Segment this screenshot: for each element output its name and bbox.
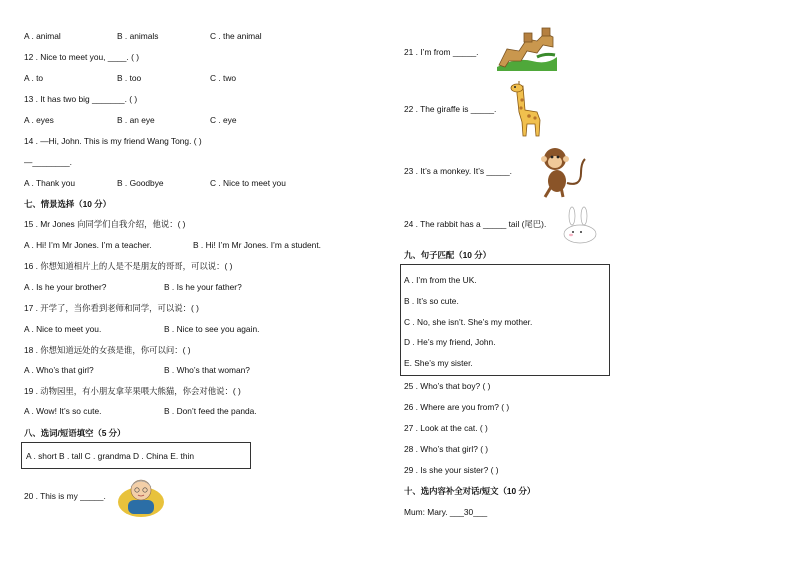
- q28-stem: 28 . Who’s that girl? ( ): [404, 444, 489, 454]
- q14-option-c: C . Nice to meet you: [210, 178, 286, 188]
- q11-option-c: C . the animal: [210, 31, 262, 41]
- section-8-heading: 八、选词/短语填空（5 分）: [24, 428, 126, 438]
- q14-answer-blank: —________.: [24, 157, 72, 167]
- grandma-picture: [116, 474, 166, 518]
- q18-option-a: A . Who’s that girl?: [24, 365, 94, 375]
- q22-stem: 22 . The giraffe is _____.: [404, 104, 497, 114]
- monkey-picture: [537, 143, 587, 201]
- q12-option-a: A . to: [24, 73, 44, 83]
- q13-option-a: A . eyes: [24, 115, 54, 125]
- q15-option-b: B . Hi! I’m Mr Jones. I’m a student.: [193, 240, 321, 250]
- match-option-a: A . I’m from the UK.: [404, 275, 477, 285]
- q15-option-a: A . Hi! I’m Mr Jones. I’m a teacher.: [24, 240, 152, 250]
- q26-stem: 26 . Where are you from? ( ): [404, 402, 510, 412]
- q12-option-b: B . too: [117, 73, 142, 83]
- q11-option-a: A . animal: [24, 31, 61, 41]
- q19-stem: 19 . 动物园里，有小朋友拿苹果喂大熊猫，你会对他说：( ): [24, 386, 241, 396]
- q25-stem: 25 . Who’s that boy? ( ): [404, 381, 491, 391]
- q27-stem: 27 . Look at the cat. ( ): [404, 423, 488, 433]
- q20-stem: 20 . This is my _____.: [24, 491, 106, 501]
- giraffe-picture: [507, 80, 547, 138]
- q13-option-b: B . an eye: [117, 115, 155, 125]
- q18-option-b: B . Who’s that woman?: [164, 365, 250, 375]
- q16-stem: 16 . 你想知道相片上的人是不是朋友的哥哥，可以说：( ): [24, 261, 233, 271]
- word-bank-text: A . short B . tall C . grandma D . China E. thin: [26, 451, 195, 461]
- match-option-c: C . No, she isn’t. She’s my mother.: [404, 317, 533, 327]
- word-bank-box: [21, 442, 251, 469]
- q21-stem: 21 . I’m from _____.: [404, 47, 479, 57]
- q16-option-b: B . Is he your father?: [164, 282, 242, 292]
- matching-options-box: [400, 264, 610, 376]
- q16-option-a: A . Is he your brother?: [24, 282, 107, 292]
- great-wall-picture: [497, 27, 557, 71]
- q12-stem: 12 . Nice to meet you, ____. ( ): [24, 52, 139, 62]
- q12-option-c: C . two: [210, 73, 237, 83]
- q14-stem: 14 . —Hi, John. This is my friend Wang Tong. ( ): [24, 136, 202, 146]
- q17-option-b: B . Nice to see you again.: [164, 324, 260, 334]
- q18-stem: 18 . 你想知道远处的女孩是谁，你可以问：( ): [24, 345, 191, 355]
- dialog-line-1: Mum: Mary. ___30___: [404, 507, 488, 517]
- rabbit-picture: [562, 206, 598, 244]
- q11-option-b: B . animals: [117, 31, 159, 41]
- section-7-heading: 七、情景选择（10 分）: [24, 199, 112, 209]
- q14-option-a: A . Thank you: [24, 178, 76, 188]
- q19-option-b: B . Don’t feed the panda.: [164, 406, 257, 416]
- q15-stem: 15 . Mr Jones 向同学们自我介绍，他说：( ): [24, 219, 186, 229]
- q29-stem: 29 . Is she your sister? ( ): [404, 465, 499, 475]
- section-10-heading: 十、选内容补全对话/短文（10 分）: [404, 486, 536, 496]
- match-option-b: B . It’s so cute.: [404, 296, 459, 306]
- q24-stem: 24 . The rabbit has a _____ tail (尾巴).: [404, 219, 547, 229]
- match-option-d: D . He’s my friend, John.: [404, 337, 496, 347]
- q23-stem: 23 . It’s a monkey. It’s _____.: [404, 166, 513, 176]
- q13-option-c: C . eye: [210, 115, 237, 125]
- q17-stem: 17 . 开学了，当你看到老师和同学，可以说：( ): [24, 303, 199, 313]
- section-9-heading: 九、句子匹配（10 分）: [404, 250, 492, 260]
- q17-option-a: A . Nice to meet you.: [24, 324, 102, 334]
- q13-stem: 13 . It has two big _______. ( ): [24, 94, 138, 104]
- match-option-e: E. She’s my sister.: [404, 358, 473, 368]
- q14-option-b: B . Goodbye: [117, 178, 164, 188]
- q19-option-a: A . Wow! It’s so cute.: [24, 406, 102, 416]
